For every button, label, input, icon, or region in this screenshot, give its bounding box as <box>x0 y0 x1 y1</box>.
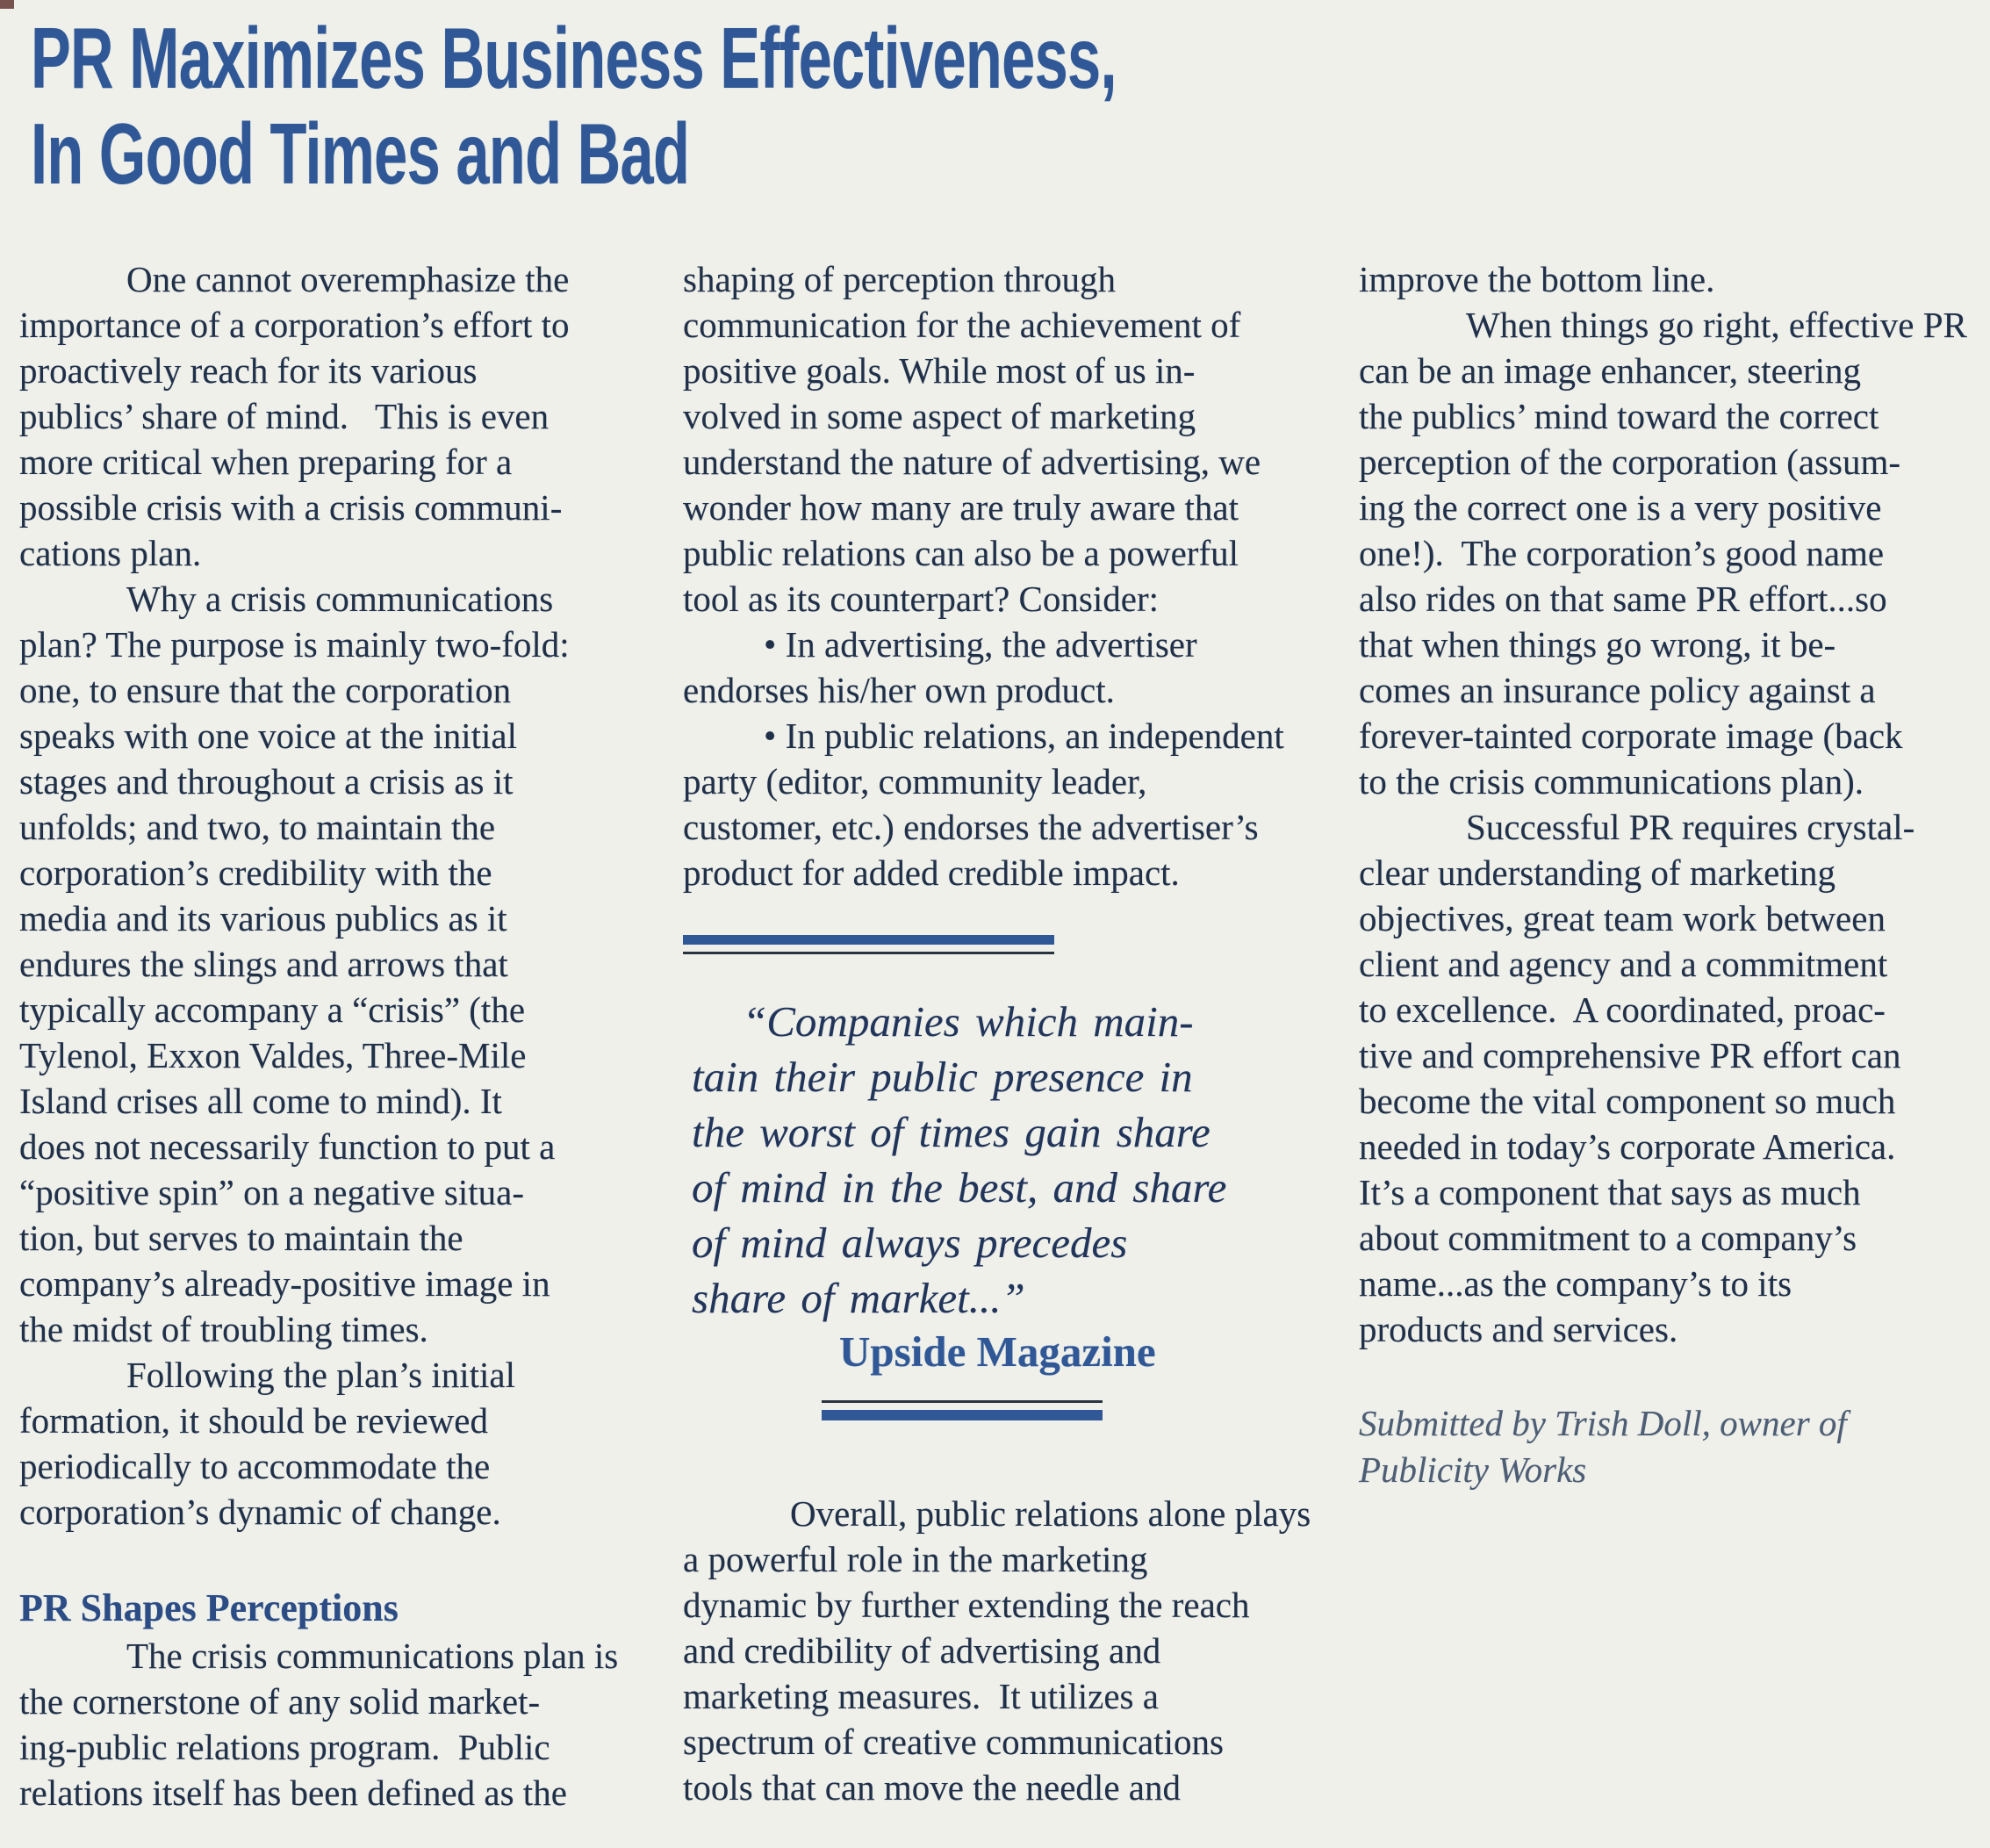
text-line: proactively reach for its various <box>19 350 478 391</box>
text-line: Overall, public relations alone plays <box>790 1493 1311 1534</box>
text-line: forever-tainted corporate image (back <box>1359 715 1903 756</box>
text-line: corporation’s credibility with the <box>19 852 492 893</box>
paragraph <box>1359 804 1986 1352</box>
text-line: one!). The corporation’s good name <box>1359 533 1885 573</box>
text-line: periodically to accommodate the <box>19 1446 491 1486</box>
spacer <box>19 1535 667 1583</box>
text-line: that when things go wrong, it be- <box>1359 624 1836 665</box>
text-line: ing-public relations program. Public <box>19 1727 550 1767</box>
text-column-1 <box>19 256 667 1816</box>
pull-quote-line: of mind in the best, and share <box>692 1163 1227 1212</box>
text-line: When things go right, effective PR <box>1466 305 1967 345</box>
text-line: clear understanding of marketing <box>1359 852 1836 893</box>
text-line: • In public relations, an independent <box>764 715 1284 756</box>
text-line: formation, it should be reviewed <box>19 1400 489 1441</box>
paragraph <box>19 256 667 576</box>
text-line: more critical when preparing for a <box>19 442 513 482</box>
text-line: dynamic by further extending the reach <box>683 1585 1250 1625</box>
divider-rule-bottom <box>822 1400 1103 1420</box>
article-title-line-2: In Good Times and Bad <box>31 105 690 202</box>
scan-artifact <box>0 0 14 9</box>
paragraph <box>19 1352 667 1535</box>
paragraph <box>19 1633 667 1816</box>
quote-attribution: Upside Magazine <box>839 1327 1156 1376</box>
text-line: name...as the company’s to its <box>1359 1263 1792 1304</box>
text-column-2 <box>683 256 1337 1810</box>
text-line: cations plan. <box>19 533 202 573</box>
paragraph <box>1359 256 1986 302</box>
spacer <box>683 1420 1337 1491</box>
text-line: • In advertising, the advertiser <box>764 624 1197 665</box>
text-line: party (editor, community leader, <box>683 761 1147 802</box>
text-line: to excellence. A coordinated, proac- <box>1359 989 1886 1030</box>
text-line: Successful PR requires crystal- <box>1466 807 1915 847</box>
pull-quote-line: of mind always precedes <box>692 1219 1128 1267</box>
text-line: the cornerstone of any solid market- <box>19 1681 541 1722</box>
text-line: marketing measures. It utilizes a <box>683 1676 1159 1716</box>
text-line: the publics’ mind toward the correct <box>1359 396 1879 436</box>
text-line: a powerful role in the marketing <box>683 1539 1148 1579</box>
text-line: media and its various publics as it <box>19 898 507 938</box>
text-column-3 <box>1359 256 1986 1493</box>
text-line: It’s a component that says as much <box>1359 1172 1861 1212</box>
text-line: positive goals. While most of us in- <box>683 350 1196 391</box>
text-line: publics’ share of mind. This is even <box>19 396 550 436</box>
text-line: can be an image enhancer, steering <box>1359 350 1862 391</box>
pull-quote-line: “Companies which main- <box>743 997 1194 1046</box>
text-line: typically accompany a “crisis” (the <box>19 989 526 1030</box>
spacer <box>1359 1352 1986 1400</box>
text-line: One cannot overemphasize the <box>126 259 570 299</box>
text-line: importance of a corporation’s effort to <box>19 305 570 345</box>
thick-blue-rule <box>683 935 1054 945</box>
thick-blue-rule <box>822 1410 1103 1420</box>
paragraph <box>683 1491 1337 1810</box>
text-line: Tylenol, Exxon Valdes, Three-Mile <box>19 1035 527 1075</box>
text-line: tools that can move the needle and <box>683 1767 1181 1808</box>
text-line: endorses his/her own product. <box>683 670 1115 710</box>
text-line: The crisis communications plan is <box>126 1636 619 1676</box>
pull-quote-line: the worst of times gain share <box>692 1108 1211 1156</box>
text-line: perception of the corporation (assum- <box>1359 442 1901 482</box>
text-line: Following the plan’s initial <box>126 1355 516 1395</box>
spacer <box>683 1378 1337 1400</box>
text-line: client and agency and a commitment <box>1359 944 1888 984</box>
bullet-item <box>683 713 1337 895</box>
bullet-item <box>683 622 1337 713</box>
spacer <box>683 895 1337 935</box>
text-line: spectrum of creative communications <box>683 1722 1224 1762</box>
text-line: communication for the achievement of <box>683 305 1241 345</box>
text-line: become the vital component so much <box>1359 1081 1896 1121</box>
paragraph <box>683 256 1337 622</box>
text-line: to the crisis communications plan). <box>1359 761 1864 802</box>
thin-dark-rule <box>822 1400 1103 1403</box>
text-line: and credibility of advertising and <box>683 1630 1161 1671</box>
text-line: corporation’s dynamic of change. <box>19 1492 501 1532</box>
text-line: company’s already-positive image in <box>19 1263 550 1304</box>
text-line: customer, etc.) endorses the advertiser’s <box>683 807 1259 847</box>
text-line: possible crisis with a crisis communi- <box>19 487 563 528</box>
text-line: one, to ensure that the corporation <box>19 670 512 710</box>
paragraph <box>1359 302 1986 804</box>
text-line: volved in some aspect of marketing <box>683 396 1196 436</box>
text-line: relations itself has been defined as the <box>19 1772 567 1813</box>
article-title <box>31 11 1117 202</box>
text-line: plan? The purpose is mainly two-fold: <box>19 624 570 665</box>
text-line: Island crises all come to mind). It <box>19 1081 502 1121</box>
text-line: tion, but serves to maintain the <box>19 1218 463 1258</box>
text-line: needed in today’s corporate America. <box>1359 1126 1896 1167</box>
pull-quote <box>683 994 1337 1326</box>
divider-rule-top <box>683 935 1054 954</box>
text-line: improve the bottom line. <box>1359 259 1715 299</box>
text-line: comes an insurance policy against a <box>1359 670 1876 710</box>
text-line: unfolds; and two, to maintain the <box>19 807 496 847</box>
text-line: objectives, great team work between <box>1359 898 1886 938</box>
text-line: ing the correct one is a very positive <box>1359 487 1882 528</box>
text-line: also rides on that same PR effort...so <box>1359 579 1887 619</box>
article-title-line-1: PR Maximizes Business Effectiveness, <box>31 10 1117 106</box>
text-line: product for added credible impact. <box>683 852 1180 893</box>
section-heading: PR Shapes Perceptions <box>19 1586 399 1629</box>
text-line: tool as its counterpart? Consider: <box>683 579 1159 619</box>
text-line: about commitment to a company’s <box>1359 1218 1857 1258</box>
text-line: Why a crisis communications <box>126 579 554 619</box>
text-line: endures the slings and arrows that <box>19 944 508 984</box>
text-line: speaks with one voice at the initial <box>19 715 518 756</box>
text-line: public relations can also be a powerful <box>683 533 1239 573</box>
byline-line: Submitted by Trish Doll, owner of <box>1359 1403 1847 1443</box>
text-line: “positive spin” on a negative situa- <box>19 1172 524 1212</box>
pull-quote-line: tain their public presence in <box>692 1053 1193 1101</box>
spacer <box>683 954 1337 994</box>
pull-quote-line: share of market...” <box>692 1274 1025 1322</box>
text-line: tive and comprehensive PR effort can <box>1359 1035 1901 1075</box>
text-line: products and services. <box>1359 1309 1678 1349</box>
text-line: the midst of troubling times. <box>19 1309 428 1349</box>
text-line: stages and throughout a crisis as it <box>19 761 514 802</box>
text-line: does not necessarily function to put a <box>19 1126 556 1167</box>
text-line: understand the nature of advertising, we <box>683 442 1261 482</box>
byline-line: Publicity Works <box>1359 1449 1587 1490</box>
paragraph <box>19 576 667 1352</box>
text-line: wonder how many are truly aware that <box>683 487 1239 528</box>
text-line: shaping of perception through <box>683 259 1117 299</box>
byline <box>1359 1400 1986 1493</box>
